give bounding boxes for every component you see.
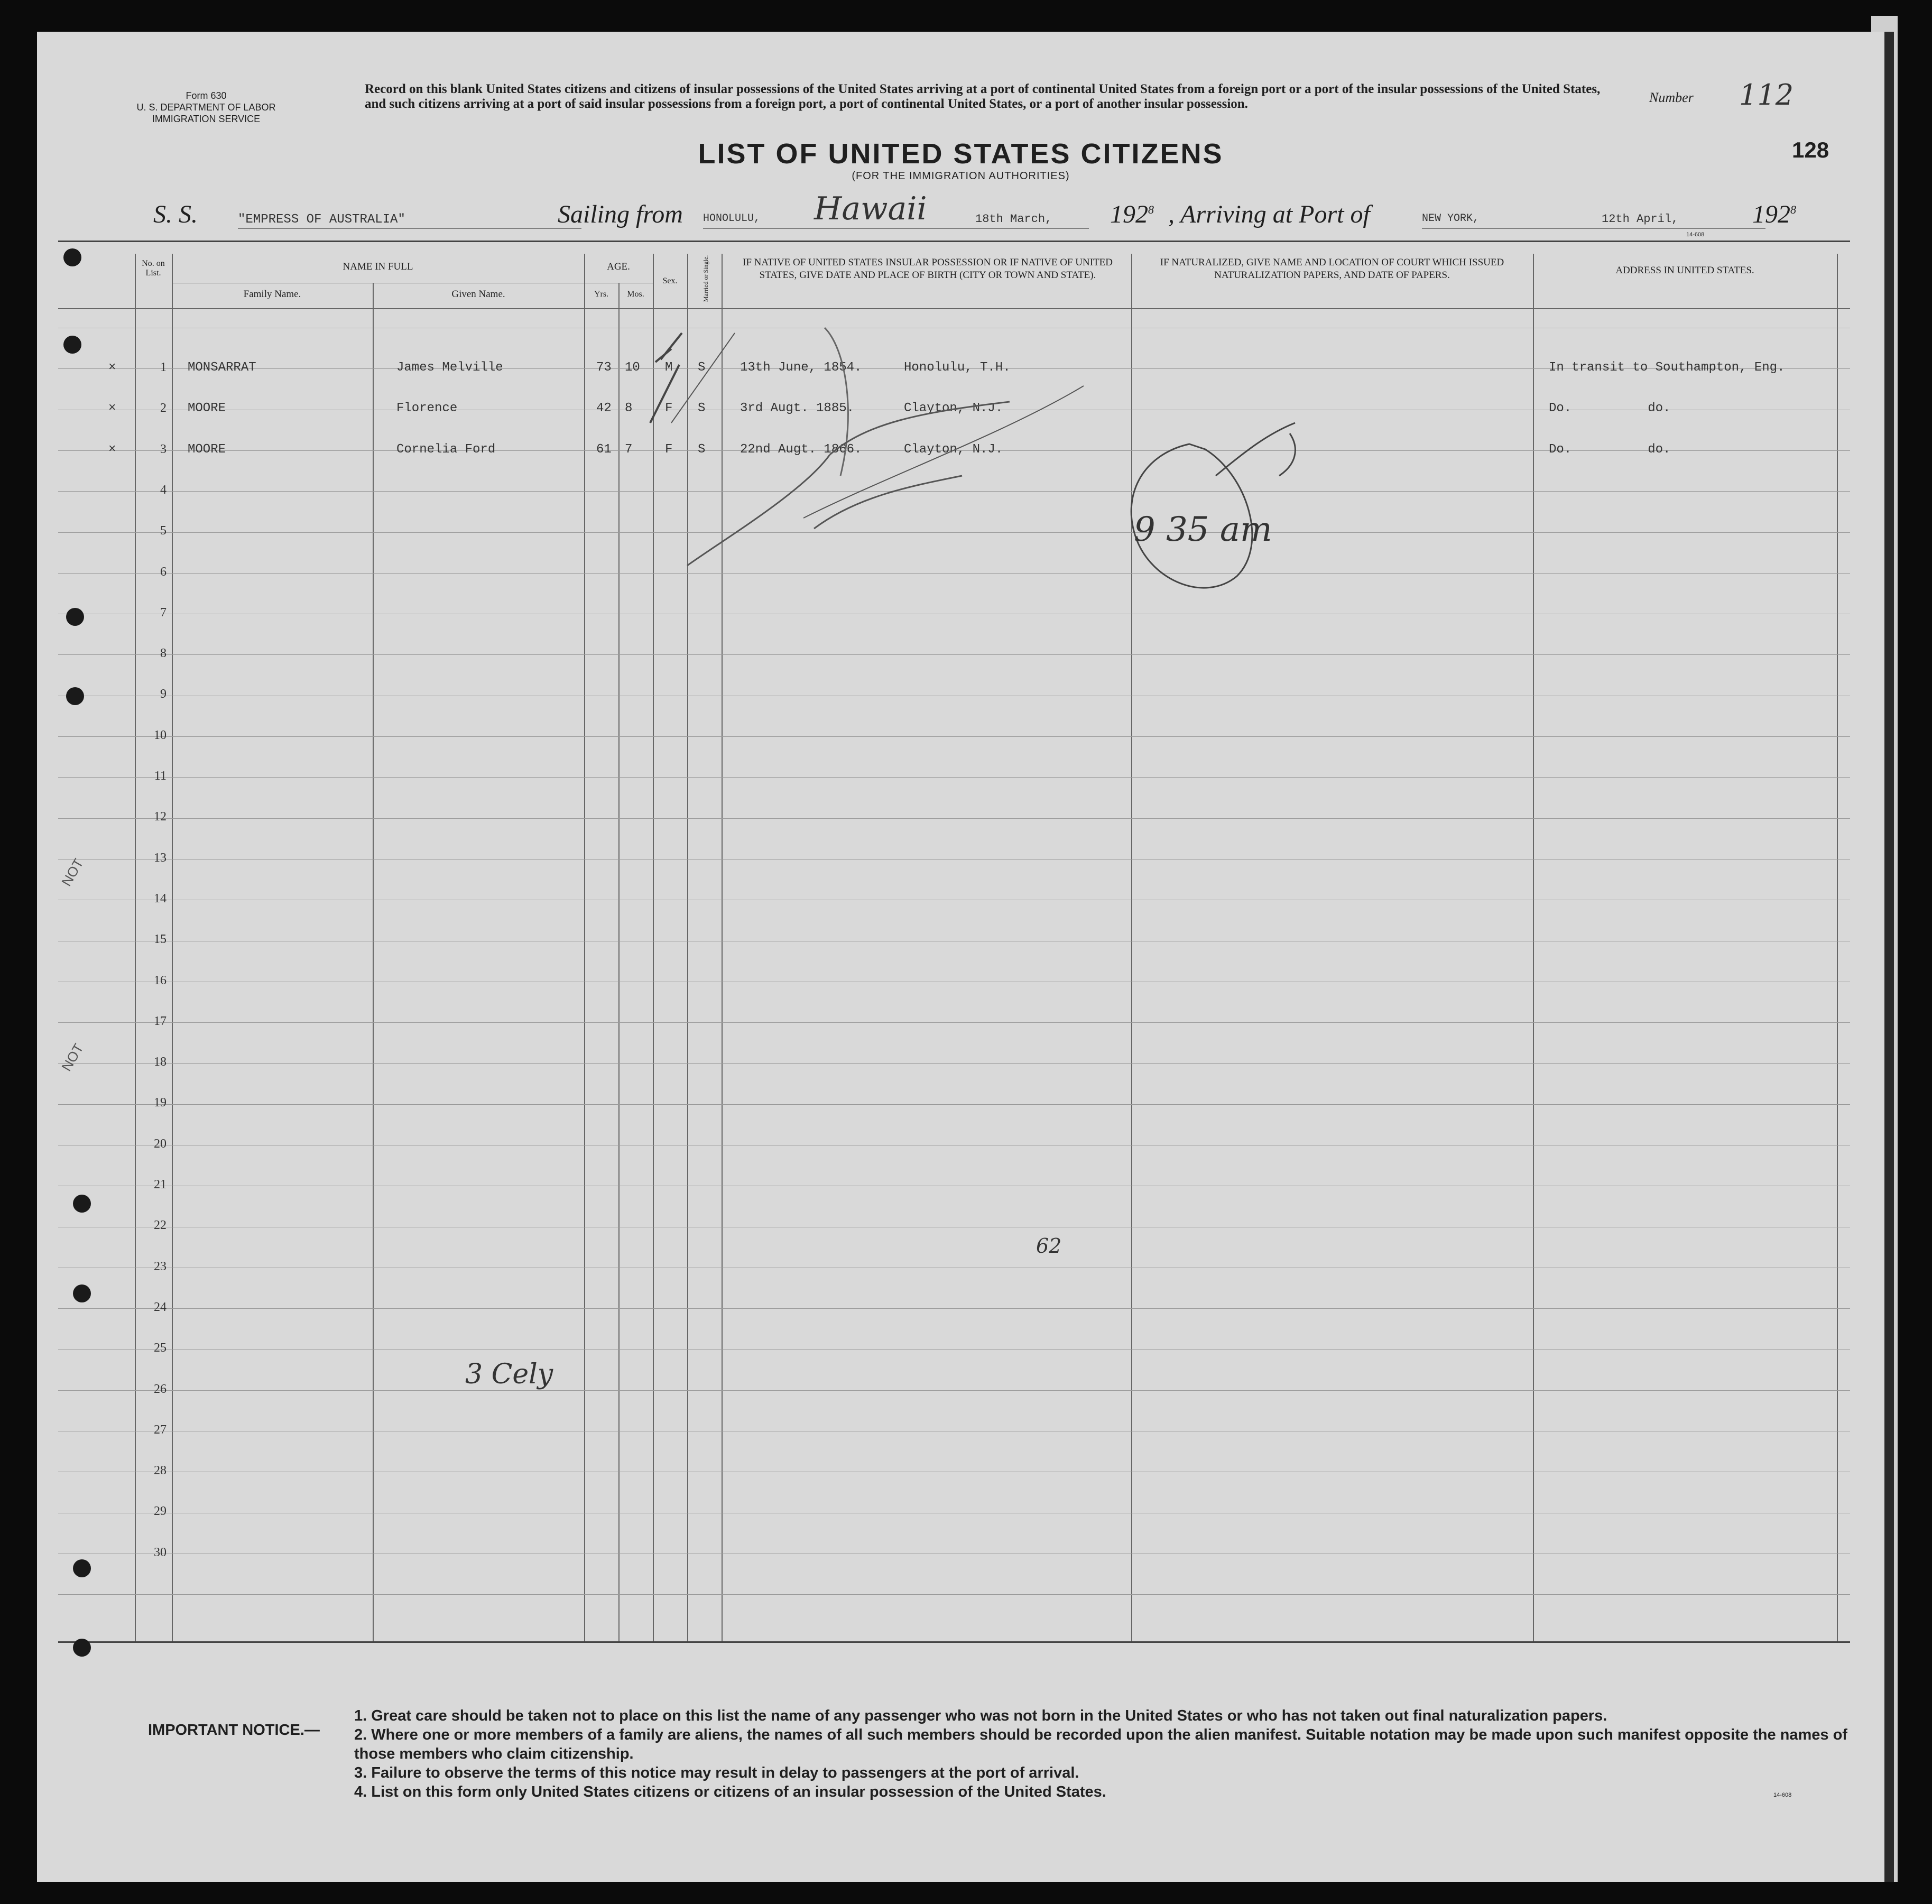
ruled-line: [58, 1594, 1850, 1595]
ruled-line: [58, 1104, 1850, 1105]
header-birth: IF NATIVE OF UNITED STATES INSULAR POSSESSION OR IF NATIVE OF UNITED STATES, GIVE DATE AND PLACE OF BIRTH (CITY OR TOWN AND STATE).: [743, 257, 1113, 281]
passenger-ms: S: [698, 442, 706, 457]
sailing-year-suffix: 8: [1148, 203, 1154, 216]
col-line-naturalized: [1533, 254, 1534, 1641]
arrival-port: NEW YORK,: [1422, 212, 1480, 225]
row-number: 25: [154, 1341, 167, 1355]
passenger-birth-date: 3rd Augt. 1885.: [740, 401, 855, 415]
record-instructions: Record on this blank United States citizens and citizens of insular possessions of the United States arriving at a port of continental United States from a foreign port or a port of the insular possessions of the United States, and such citizens arriving at a port of said insular possessions from a foreign port, a port of continental United States, or a port of another insular possession.: [365, 82, 1601, 111]
header-family-name: Family Name.: [243, 289, 301, 300]
row-number: 16: [154, 974, 167, 987]
ruled-line: [58, 1022, 1850, 1023]
arrival-date: 12th April,: [1602, 212, 1679, 226]
notice-item-4: 4. List on this form only United States citizens or citizens of an insular possession of the United States.: [354, 1783, 1106, 1800]
header-yrs: Yrs.: [594, 290, 609, 299]
header-bottom-border: [58, 308, 1850, 309]
number-label: Number: [1649, 90, 1694, 105]
page-subtitle: (FOR THE IMMIGRATION AUTHORITIES): [852, 170, 1070, 182]
passenger-address: Do. do.: [1549, 401, 1671, 415]
row-number: 23: [154, 1260, 167, 1273]
row-number: 3: [160, 442, 167, 456]
col-line-family: [373, 283, 374, 1641]
row-number: 11: [154, 769, 167, 783]
handwritten-mid-note: 62: [1036, 1234, 1062, 1258]
handwritten-time: 9 35 am: [1134, 510, 1272, 549]
header-age: AGE.: [607, 261, 630, 272]
passenger-birth-date: 13th June, 1854.: [740, 361, 862, 375]
header-married-single: Married or Single.: [702, 255, 709, 302]
notice-form-code: 14-608: [1773, 1792, 1792, 1798]
sailing-year: [1110, 200, 1154, 229]
passenger-mos: 7: [625, 442, 633, 457]
passenger-given: James Melville: [396, 361, 503, 375]
passenger-family: MOORE: [188, 401, 226, 415]
row-check-mark: ×: [108, 361, 116, 375]
binding-hole: [66, 687, 84, 705]
row-number: 26: [154, 1382, 167, 1396]
row-number: 13: [154, 851, 167, 865]
passenger-yrs: 42: [596, 401, 612, 415]
row-number: 4: [160, 483, 167, 497]
form-number: Form 630: [186, 90, 227, 101]
passenger-yrs: 73: [596, 361, 612, 375]
ruled-line: [58, 818, 1850, 819]
row-number: 14: [154, 892, 167, 905]
ruled-line: [58, 736, 1850, 737]
header-sex: Sex.: [662, 276, 678, 285]
binding-hole: [63, 336, 81, 354]
passenger-birth-place: Clayton, N.J.: [904, 401, 1003, 415]
row-number: 2: [160, 401, 167, 415]
row-check-mark: ×: [108, 442, 116, 457]
ruled-line: [58, 777, 1850, 778]
ruled-line: [58, 1308, 1850, 1309]
passenger-birth-place: Clayton, N.J.: [904, 442, 1003, 457]
col-line-given: [584, 254, 585, 1641]
row-number: 6: [160, 565, 167, 579]
ship-name-underline: [238, 228, 581, 229]
page-title: LIST OF UNITED STATES CITIZENS: [698, 138, 1224, 170]
handwriting-overlay: [592, 317, 1332, 624]
binding-hole: [73, 1559, 91, 1577]
handwritten-lower-note: 3 Cely: [465, 1358, 553, 1390]
sailing-from-label: Sailing from: [558, 200, 683, 228]
passenger-sex: F: [665, 442, 673, 457]
list-number: 112: [1739, 78, 1794, 112]
row-number: 15: [154, 932, 167, 946]
row-number: 12: [154, 810, 167, 824]
row-number: 1: [160, 361, 167, 374]
col-line-left: [135, 254, 136, 1641]
margin-mark-2: NOT: [58, 1040, 87, 1074]
row-number: 17: [154, 1014, 167, 1028]
department-name: U. S. DEPARTMENT OF LABOR: [136, 102, 276, 113]
row-number: 19: [154, 1096, 167, 1110]
binding-hole: [73, 1284, 91, 1302]
ruled-line: [58, 1063, 1850, 1064]
sailing-underline: [703, 228, 1089, 229]
passenger-given: Cornelia Ford: [396, 442, 496, 457]
passenger-address: Do. do.: [1549, 442, 1671, 457]
page-number: 128: [1792, 137, 1829, 162]
form-id-block: [122, 90, 291, 125]
row-number: 9: [160, 687, 167, 701]
notice-item-1: 1. Great care should be taken not to place on this list the name of any passenger who was not born in the United States or who has not taken out final naturalization papers.: [354, 1707, 1607, 1724]
row-number: 18: [154, 1055, 167, 1069]
passenger-birth-date: 22nd Augt. 1866.: [740, 442, 862, 457]
manifest-page: [37, 32, 1894, 1882]
sailing-date: 18th March,: [975, 212, 1052, 226]
row-number: 10: [154, 728, 167, 742]
row-number: 28: [154, 1464, 167, 1477]
margin-mark-1: NOT: [58, 855, 87, 889]
row-number: 22: [154, 1218, 167, 1232]
arrival-year: [1752, 200, 1796, 229]
service-name: IMMIGRATION SERVICE: [152, 114, 261, 124]
row-number: 5: [160, 524, 167, 538]
ruled-line: [58, 1390, 1850, 1391]
row-number: 24: [154, 1300, 167, 1314]
row-number: 30: [154, 1546, 167, 1559]
arrival-underline: [1422, 228, 1765, 229]
header-naturalized: IF NATURALIZED, GIVE NAME AND LOCATION OF COURT WHICH ISSUED NATURALIZATION PAPERS, AND DATE OF PAPERS.: [1160, 257, 1504, 281]
header-address: ADDRESS IN UNITED STATES.: [1615, 265, 1754, 276]
row-number: 7: [160, 606, 167, 620]
passenger-address: In transit to Southampton, Eng.: [1549, 361, 1785, 375]
passenger-sex: F: [665, 401, 673, 415]
notice-item-3: 3. Failure to observe the terms of this notice may result in delay to passengers at the port of arrival.: [354, 1764, 1079, 1781]
ss-label: S. S.: [153, 200, 198, 228]
header-name-in-full: NAME IN FULL: [343, 261, 413, 272]
notice-heading: IMPORTANT NOTICE.—: [148, 1722, 320, 1739]
passenger-ms: S: [698, 361, 706, 375]
passenger-ms: S: [698, 401, 706, 415]
binding-hole: [66, 608, 84, 626]
col-line-no: [172, 254, 173, 1641]
sailing-port-handwritten: Hawaii: [814, 190, 927, 227]
passenger-sex: M: [665, 361, 673, 375]
binding-hole: [73, 1195, 91, 1213]
sailing-port: HONOLULU,: [703, 212, 761, 225]
sailing-year-prefix: 192: [1110, 200, 1148, 228]
notice-item-2: 2. Where one or more members of a family are aliens, the names of all such members should be recorded upon the alien manifest. Suitable notation may be made upon such manifest opposite the names of those members who claim citizenship.: [354, 1726, 1847, 1762]
row-number: 29: [154, 1504, 167, 1518]
passenger-yrs: 61: [596, 442, 612, 457]
col-line-address: [1837, 254, 1838, 1641]
passenger-family: MOORE: [188, 442, 226, 457]
passenger-birth-place: Honolulu, T.H.: [904, 361, 1011, 375]
notice-list: [354, 1706, 1887, 1801]
row-number: 20: [154, 1137, 167, 1151]
passenger-given: Florence: [396, 401, 458, 415]
arrival-year-suffix: 8: [1790, 203, 1796, 216]
arriving-label: , Arriving at Port of: [1168, 200, 1370, 228]
header-mos: Mos.: [627, 290, 644, 299]
binding-hole: [73, 1639, 91, 1657]
passenger-mos: 10: [625, 361, 640, 375]
header-no-on-list: No. on List.: [142, 259, 165, 278]
passenger-mos: 8: [625, 401, 633, 415]
row-number: 21: [154, 1178, 167, 1191]
row-check-mark: ×: [108, 401, 116, 415]
table-top-border: [58, 241, 1850, 242]
table-bottom-border: [58, 1641, 1850, 1643]
binding-hole: [63, 248, 81, 266]
row-number: 8: [160, 646, 167, 660]
passenger-family: MONSARRAT: [188, 361, 256, 375]
ship-name: "EMPRESS OF AUSTRALIA": [238, 212, 405, 227]
arrival-year-prefix: 192: [1752, 200, 1790, 228]
ruled-line: [58, 654, 1850, 655]
row-number: 27: [154, 1423, 167, 1437]
header-given-name: Given Name.: [451, 289, 505, 300]
header-form-code: 14-608: [1686, 232, 1705, 238]
